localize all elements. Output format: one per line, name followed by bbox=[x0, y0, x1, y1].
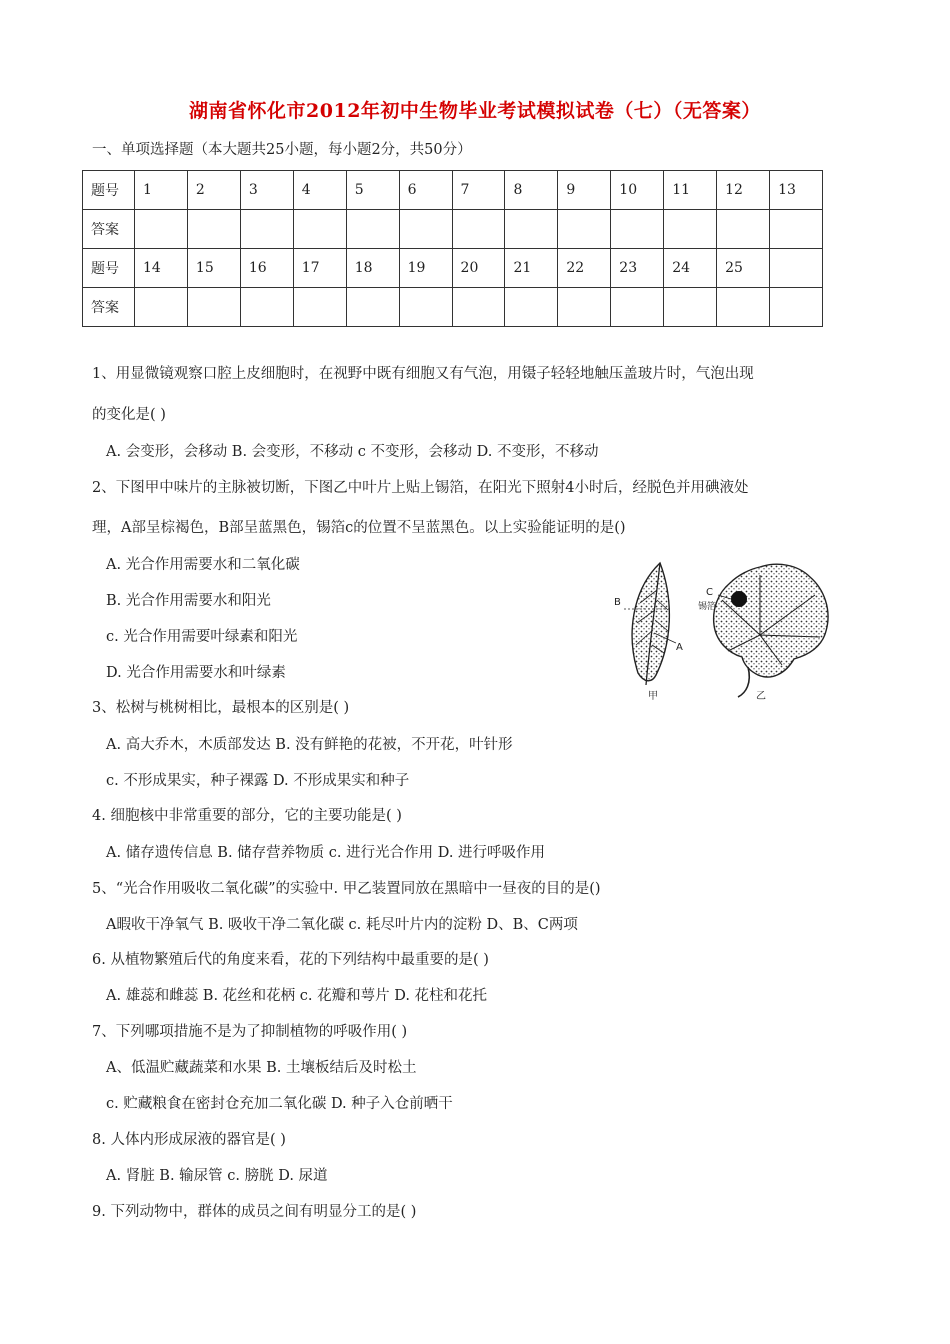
table-cell: 3 bbox=[240, 171, 293, 210]
leaf-experiment-figure bbox=[610, 555, 835, 705]
answer-cell[interactable] bbox=[664, 288, 717, 327]
foil-label: 锡箔 bbox=[698, 602, 717, 612]
answer-cell[interactable] bbox=[346, 288, 399, 327]
question-7-text: 7、下列哪项措施不是为了抑制植物的呼吸作用( ) bbox=[92, 1024, 408, 1040]
question-1-text: 1、用显微镜观察口腔上皮细胞时，在视野中既有细胞又有气泡，用镊子轻轻地触压盖玻片时，气泡出现 bbox=[92, 366, 754, 382]
table-cell: 15 bbox=[187, 249, 240, 288]
answer-cell[interactable] bbox=[505, 288, 558, 327]
question-8-options: A. 肾脏 B. 输尿管 c. 膀胱 D. 尿道 bbox=[106, 1168, 328, 1184]
table-cell: 5 bbox=[346, 171, 399, 210]
answer-table bbox=[82, 170, 823, 327]
mark-b-label: B bbox=[614, 597, 621, 608]
question-3-options-cd: c. 不形成果实，种子裸露 D. 不形成果实和种子 bbox=[106, 773, 410, 789]
leaf-jia-drawing bbox=[624, 563, 672, 685]
answer-cell[interactable] bbox=[558, 288, 611, 327]
question-6-text: 6. 从植物繁殖后代的角度来看，花的下列结构中最重要的是( ) bbox=[92, 952, 489, 968]
table-cell: 答案 bbox=[83, 210, 135, 249]
answer-cell[interactable] bbox=[664, 210, 717, 249]
answer-cell[interactable] bbox=[717, 210, 770, 249]
question-4-options: A. 储存遗传信息 B. 储存营养物质 c. 进行光合作用 D. 进行呼吸作用 bbox=[106, 845, 546, 861]
question-2-text: 2、下图甲中味片的主脉被切断，下图乙中叶片上贴上锡箔，在阳光下照射4小时后，经脱色并用碘液处 bbox=[92, 480, 749, 496]
figure-yi-label: 乙 bbox=[756, 691, 766, 702]
question-2-option-b: B. 光合作用需要水和阳光 bbox=[106, 593, 271, 609]
question-6-options: A. 雄蕊和雌蕊 B. 花丝和花柄 c. 花瓣和萼片 D. 花柱和花托 bbox=[106, 988, 488, 1004]
table-cell: 25 bbox=[717, 249, 770, 288]
table-cell: 24 bbox=[664, 249, 717, 288]
table-cell: 19 bbox=[399, 249, 452, 288]
answer-cell[interactable] bbox=[135, 288, 188, 327]
answer-cell[interactable] bbox=[293, 288, 346, 327]
table-row bbox=[83, 288, 823, 327]
answer-cell[interactable] bbox=[135, 210, 188, 249]
question-5-options: A暇收干净氧气 B. 吸收干净二氧化碳 c. 耗尽叶片内的淀粉 D、B、C两项 bbox=[106, 917, 578, 933]
question-7-options-cd: c. 贮藏粮食在密封仓充加二氧化碳 D. 种子入仓前晒干 bbox=[106, 1096, 453, 1112]
table-cell: 12 bbox=[717, 171, 770, 210]
answer-cell[interactable] bbox=[558, 210, 611, 249]
table-cell: 4 bbox=[293, 171, 346, 210]
section-heading: 一、单项选择题（本大题共25小题，每小题2分，共50分） bbox=[92, 142, 472, 158]
question-3-options-ab: A. 高大乔木，木质部发达 B. 没有鲜艳的花被，不开花，叶针形 bbox=[106, 737, 513, 753]
table-row bbox=[83, 210, 823, 249]
question-7-options-ab: A、低温贮藏蔬菜和水果 B. 土壤板结后及时松土 bbox=[106, 1060, 417, 1076]
question-9-text: 9. 下列动物中，群体的成员之间有明显分工的是( ) bbox=[92, 1204, 417, 1220]
answer-cell[interactable] bbox=[399, 288, 452, 327]
page-title: 湖南省怀化市2012年初中生物毕业考试模拟试卷（七）（无答案） bbox=[189, 100, 761, 122]
question-1-options: A. 会变形，会移动 B. 会变形，不移动 c 不变形，会移动 D. 不变形，不移动 bbox=[106, 444, 599, 460]
table-cell: 8 bbox=[505, 171, 558, 210]
table-cell: 2 bbox=[187, 171, 240, 210]
table-cell: 题号 bbox=[83, 249, 135, 288]
table-cell: 23 bbox=[611, 249, 664, 288]
question-8-text: 8. 人体内形成尿液的器官是( ) bbox=[92, 1132, 286, 1148]
table-row bbox=[83, 171, 823, 210]
figure-jia-label: 甲 bbox=[648, 691, 658, 702]
answer-cell[interactable] bbox=[611, 288, 664, 327]
leaf-yi-drawing bbox=[714, 564, 828, 697]
mark-c-label: C bbox=[706, 587, 713, 598]
table-cell: 22 bbox=[558, 249, 611, 288]
table-cell: 答案 bbox=[83, 288, 135, 327]
table-cell: 16 bbox=[240, 249, 293, 288]
table-cell: 14 bbox=[135, 249, 188, 288]
table-cell: 18 bbox=[346, 249, 399, 288]
question-2-option-a: A. 光合作用需要水和二氧化碳 bbox=[106, 557, 300, 573]
question-2-option-d: D. 光合作用需要水和叶绿素 bbox=[106, 665, 286, 681]
question-2-text-cont: 理，A部呈棕褐色，B部呈蓝黑色，锡箔c的位置不呈蓝黑色。以上实验能证明的是() bbox=[92, 520, 626, 536]
answer-cell[interactable] bbox=[399, 210, 452, 249]
table-cell: 9 bbox=[558, 171, 611, 210]
answer-cell[interactable] bbox=[240, 288, 293, 327]
answer-cell[interactable] bbox=[770, 288, 823, 327]
question-1-text-cont: 的变化是( ) bbox=[92, 407, 166, 423]
table-cell: 10 bbox=[611, 171, 664, 210]
table-cell: 7 bbox=[452, 171, 505, 210]
table-cell: 6 bbox=[399, 171, 452, 210]
table-cell: 20 bbox=[452, 249, 505, 288]
table-row bbox=[83, 249, 823, 288]
mark-a-label: A bbox=[676, 642, 683, 653]
answer-cell[interactable] bbox=[187, 210, 240, 249]
question-3-text: 3、松树与桃树相比，最根本的区别是( ) bbox=[92, 700, 350, 716]
answer-cell[interactable] bbox=[505, 210, 558, 249]
question-5-text: 5、“光合作用吸收二氧化碳”的实验中. 甲乙装置同放在黑暗中一昼夜的目的是() bbox=[92, 881, 601, 897]
table-cell: 1 bbox=[135, 171, 188, 210]
table-cell: 21 bbox=[505, 249, 558, 288]
question-2-option-c: c. 光合作用需要叶绿素和阳光 bbox=[106, 629, 298, 645]
answer-cell[interactable] bbox=[293, 210, 346, 249]
answer-cell[interactable] bbox=[240, 210, 293, 249]
answer-cell[interactable] bbox=[346, 210, 399, 249]
answer-cell[interactable] bbox=[452, 288, 505, 327]
table-cell: 11 bbox=[664, 171, 717, 210]
answer-cell[interactable] bbox=[770, 210, 823, 249]
table-cell: 题号 bbox=[83, 171, 135, 210]
answer-cell[interactable] bbox=[452, 210, 505, 249]
answer-cell[interactable] bbox=[611, 210, 664, 249]
table-cell bbox=[770, 249, 823, 288]
table-cell: 17 bbox=[293, 249, 346, 288]
answer-cell[interactable] bbox=[717, 288, 770, 327]
answer-cell[interactable] bbox=[187, 288, 240, 327]
table-cell: 13 bbox=[770, 171, 823, 210]
question-4-text: 4. 细胞核中非常重要的部分，它的主要功能是( ) bbox=[92, 808, 402, 824]
